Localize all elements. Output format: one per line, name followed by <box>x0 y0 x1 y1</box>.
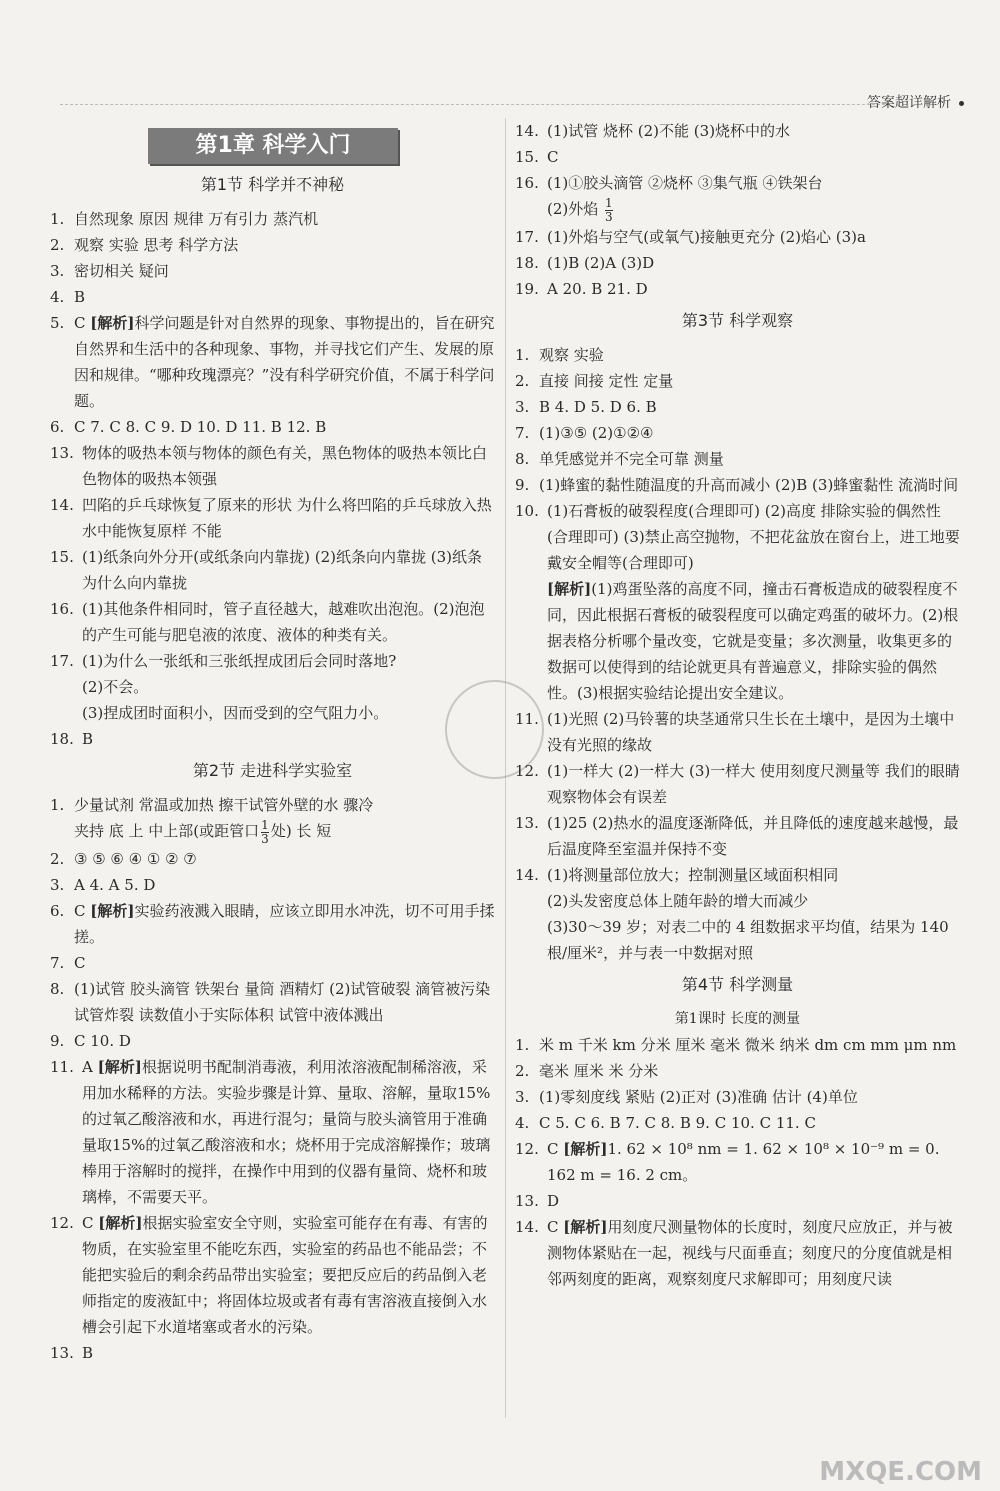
answer-item: 13. B <box>50 1343 94 1362</box>
answer-item: 16. (1)①胶头滴管 ②烧杯 ③集气瓶 ④铁架台 (2)外焰 $\frac{1}{3}$ <box>515 174 823 224</box>
chapter-title: 第1章 科学入门 <box>148 128 398 164</box>
section-3-title: 第3节 科学观察 <box>681 310 794 330</box>
answer-item: 8. 单凭感觉并不完全可靠 测量 <box>515 449 724 468</box>
answer-item: 18. (1)B (2)A (3)D <box>515 253 655 272</box>
answer-item: 14. C [解析]用刻度尺测量物体的长度时，刻度尺应放正，并与被测物体紧贴在一起，视线与尺面垂直；刻度尺的分度值就是相邻两刻度的距离，观察刻度尺求解即可；用刻度尺读 <box>515 1217 953 1288</box>
answer-item: 4. C 5. C 6. B 7. C 8. B 9. C 10. C 11. C <box>515 1113 816 1132</box>
answer-item: 12. C [解析]根据实验室安全守则，实验室可能存在有毒、有害的物质，在实验室里不能吃东西，实验室的药品也不能品尝；不能把实验后的剩余药品带出实验室；要把反应后的药品倒入老师指定的废液缸中；将固体垃圾或者有毒有害溶液直接倒入水槽会引起下水道堵塞或者水的污染。 <box>50 1213 488 1336</box>
answer-item: 11. (1)光照 (2)马铃薯的块茎通常只生长在土壤中，是因为土壤中没有光照的缘故 <box>515 709 955 754</box>
answer-item: 15. C <box>515 148 559 166</box>
left-column <box>50 118 495 1366</box>
fraction: $\frac{1}{3}$ <box>605 195 613 224</box>
answer-item: 13. D <box>515 1191 560 1210</box>
answer-item: 16. (1)其他条件相同时，管子直径越大，越难吹出泡泡。(2)泡泡的产生可能与肥皂液的浓度、液体的种类有关。 <box>50 600 485 644</box>
answer-item: 13. 物体的吸热本领与物体的颜色有关，黑色物体的吸热本领比白色物体的吸热本领强 <box>50 444 488 488</box>
answer-item: 3. B 4. D 5. D 6. B <box>515 397 657 416</box>
answer-item: 3. (1)零刻度线 紧贴 (2)正对 (3)准确 估计 (4)单位 <box>515 1087 858 1106</box>
answer-item: 1. 自然现象 原因 规律 万有引力 蒸汽机 <box>50 210 319 228</box>
answer-item: 17. (1)外焰与空气(或氧气)接触更充分 (2)焰心 (3)a <box>515 227 866 246</box>
lesson-1-title: 第1课时 长度的测量 <box>674 1010 801 1027</box>
answer-item: 13. (1)25 (2)热水的温度逐渐降低，并且降低的速度越来越慢，最后温度降至室温并保持不变 <box>515 813 959 858</box>
answer-item: 6. C 7. C 8. C 9. D 10. D 11. B 12. B <box>50 418 327 436</box>
answer-item: 19. A 20. B 21. D <box>515 279 648 298</box>
answer-item: 15. (1)纸条向外分开(或纸条向内靠拢) (2)纸条向内靠拢 (3)纸条为什么向内靠拢 <box>50 548 482 592</box>
answer-item: 8. (1)试管 胶头滴管 铁架台 量筒 酒精灯 (2)试管破裂 滴管被污染 试管炸裂 读数值小于实际体积 试管中液体溅出 <box>50 979 491 1024</box>
answer-item: 1. 少量试剂 常温或加热 擦干试管外壁的水 骤冷 夹持 底 上 中上部(或距管口 $\frac{1}{3}$ 处) 长 短 <box>50 796 374 846</box>
section-1-title: 第1节 科学并不神秘 <box>200 175 345 194</box>
answer-item: 12. (1)一样大 (2)一样大 (3)一样大 使用刻度尺测量等 我们的眼睛观察物体会有误差 <box>515 761 960 806</box>
answer-item: 3. 密切相关 疑问 <box>50 262 169 280</box>
answer-item: 18. B <box>50 730 94 748</box>
answer-item: 1. 观察 实验 <box>515 345 604 364</box>
section-2-title: 第2节 走进科学实验室 <box>192 761 353 780</box>
answer-item: 9. (1)蜂蜜的黏性随温度的升高而减小 (2)B (3)蜂蜜黏性 流淌时间 <box>515 475 959 494</box>
answer-item: 2. 毫米 厘米 米 分米 <box>515 1061 659 1080</box>
answer-item: 5. C [解析]科学问题是针对自然界的现象、事物提出的，旨在研究自然界和生活中的各种现象、事物，并寻找它们产生、发展的原因和规律。“哪种玫瑰漂亮？”没有科学研究价值，不属于科学问题。 <box>50 314 495 410</box>
answer-item: 7. C <box>50 953 86 972</box>
answer-item: 17. (1)为什么一张纸和三张纸捏成团后会同时落地? (2)不会。 (3)捏成团时面积小，因而受到的空气阻力小。 <box>50 652 397 722</box>
header-rule <box>60 104 890 105</box>
answer-item: 12. C [解析]1. 62 × 10⁸ nm = 1. 62 × 10⁸ × 10⁻⁹ m = 0. 162 m = 16. 2 cm。 <box>515 1139 940 1184</box>
answer-item: 9. C 10. D <box>50 1031 131 1050</box>
watermark: MXQE.COM <box>819 1457 982 1487</box>
answer-item: 14. (1)试管 烧杯 (2)不能 (3)烧杯中的水 <box>515 122 791 140</box>
answer-item: 2. 观察 实验 思考 科学方法 <box>50 236 239 254</box>
answer-item: 14. (1)将测量部位放大；控制测量区域面积相同 (2)头发密度总体上随年龄的增大而减少 (3)30～39 岁；对表二中的 4 组数据求平均值，结果为 140 根/厘米²，并与表一中数据对照 <box>515 865 949 962</box>
answer-item: 14. 凹陷的乒乓球恢复了原来的形状 为什么将凹陷的乒乓球放入热水中能恢复原样 不能 <box>50 496 492 540</box>
fraction: $\frac{1}{3}$ <box>261 817 269 846</box>
answer-item: 4. B <box>50 288 86 306</box>
header-dot-icon <box>959 101 964 106</box>
answer-item: 2. ③ ⑤ ⑥ ④ ① ② ⑦ <box>50 849 197 868</box>
answer-item: 3. A 4. A 5. D <box>50 875 156 894</box>
answer-item: 11. A [解析]根据说明书配制消毒液，利用浓溶液配制稀溶液，采用加水稀释的方法。实验步骤是计算、量取、溶解，量取15%的过氧乙酸溶液和水，再进行混匀；量筒与胶头滴管用于准确量取15%的过氧乙酸溶液和水；烧杯用于完成溶解操作；玻璃棒用于溶解时的搅拌，在操作中用到的仪器有量筒、烧杯和玻璃棒，不需要天平。 <box>50 1057 491 1206</box>
answer-item: 6. C [解析]实验药液溅入眼睛，应该立即用水冲洗，切不可用手揉搓。 <box>50 901 495 946</box>
right-column <box>515 118 960 1292</box>
answer-item: 10. (1)石膏板的破裂程度(合理即可) (2)高度 排除实验的偶然性(合理即可) (3)禁止高空抛物，不把花盆放在窗台上，进工地要戴安全帽等(合理即可) [解析](1)鸡蛋坠落的高度不同，撞击石膏板造成的破裂程度不同，因此根据石膏板的破裂程度可以确定鸡蛋的破坏力。(2)根据表格分析哪个量改变，它就是变量；多次测量，收集更多的数据可以使得到的结论就更具有普遍意义，排除实验的偶然性。(3)根据实验结论提出安全建议。 <box>515 501 960 702</box>
answer-item: 2. 直接 间接 定性 定量 <box>515 371 674 390</box>
section-4-title: 第4节 科学测量 <box>681 974 794 994</box>
answer-item: 7. (1)③⑤ (2)①②④ <box>515 423 654 442</box>
header-label: 答案超详解析 <box>867 92 964 112</box>
answer-item: 1. 米 m 千米 km 分米 厘米 毫米 微米 纳米 dm cm mm μm nm <box>515 1035 957 1054</box>
